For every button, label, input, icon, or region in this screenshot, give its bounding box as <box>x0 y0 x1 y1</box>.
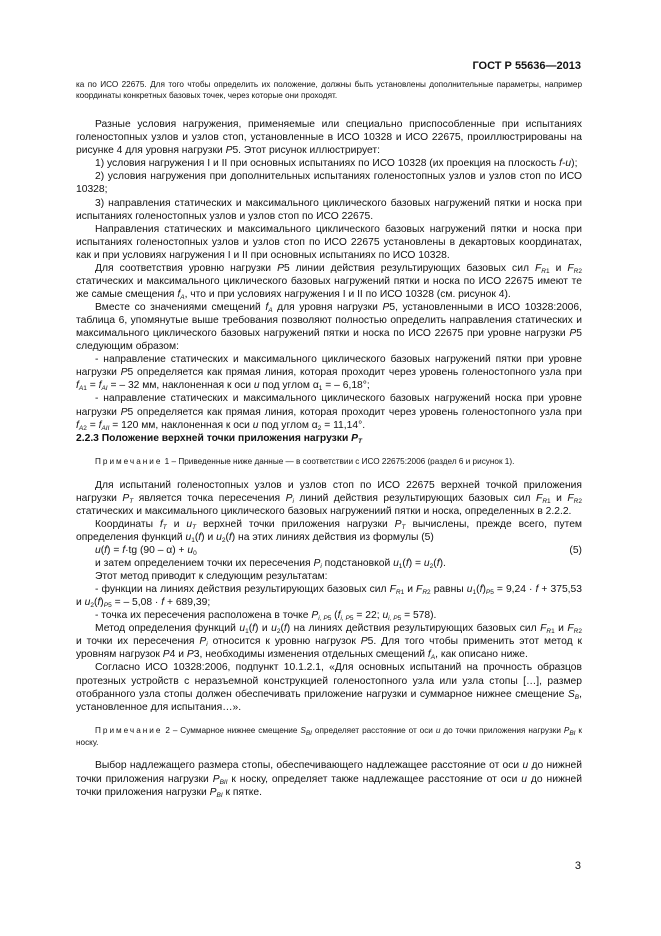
paragraph-coordinates: Координаты $f_T$ и $u_T$ верхней точки приложения нагрузки $P_T$ вычислены, прежде всего, путем определения функций $u_1(f)$ и $u_2(f)$ на этих линиях действия из формулы (5) <box>76 518 582 544</box>
paragraph-directions: Направления статических и максимального циклического базовых нагружений пятки и носка при испытаниях голеностопных узлов и узлов стоп по ИСО 22675 установлены в декартовых координатах, как и при условиях нагружения I и II при основных испытаниях по ИСО 10328. <box>76 223 582 261</box>
paragraph-loading-conditions: Разные условия нагружения, применяемые или специально приспособленные при испытаниях голеностопных узлов и узлов стоп, установленные в ИСО 10328 и ИСО 22675, проиллюстрированы на рисунке 4 для уровня нагрузки P5. Этот рисунок иллюстрирует: <box>76 119 582 157</box>
equation-number: (5) <box>569 544 582 556</box>
paragraph-foot-size: Выбор надлежащего размера стопы, обеспечивающего надлежащее расстояние от оси u до нижней точки приложения нагрузки $P_{BII}$ к носку, определяет также надлежащее расстояние от оси u до нижней точки приложения нагрузки $P_{BI}$ к пятке. <box>76 760 582 799</box>
document-body <box>76 79 582 799</box>
note-2: Примечание 2 – Суммарное нижнее смещение $S_{BI}$ определяет расстояние от оси u до точки приложения нагрузки $P_{BI}$ к носку. <box>76 725 582 747</box>
paragraph-continuation: ка по ИСО 22675. Для того чтобы определить их положение, должны быть установлены дополнительные параметры, например координаты конкретных базовых точек, через которые они проходят. <box>76 80 582 101</box>
paragraph-intersection: и затем определением точки их пересечения $P_i$ подстановкой $u_1(f) = u_2(f)$. <box>95 557 446 570</box>
page-number: 3 <box>574 860 581 872</box>
list-item-heel: - направление статических и максимального циклического базовых нагружений пятки при уровне нагрузки P5 определяется как прямая линия, которая проходит через уровень голеностопного узла при $f_{A1} = f_{AI}$ = – 32 мм, наклоненная к оси u под углом $\alpha_1$ = – 6,18°; <box>76 354 582 393</box>
equation-5: u(f) = f·tg $(90 - \alpha) + u_0$ <box>95 544 197 557</box>
paragraph-iso-quote: Согласно ИСО 10328:2006, подпункт 10.1.2.1, «Для основных испытаний на прочность образцов протезных устройств с неразъемной конструкцией голеностопного узла или узла стопы […], размер отобранного узла стопы должен обеспечивать приложение нагрузки и суммарное нижнее смещение $S_B$, установленное для испытания…». <box>76 662 582 713</box>
list-item-1: 1) условия нагружения I и II при основных испытаниях по ИСО 10328 (их проекция на плоскость f-u); <box>95 158 578 170</box>
paragraph-results-intro: Этот метод приводит к следующим результатам: <box>95 571 328 583</box>
paragraph-p5-offsets: Для соответствия уровню нагрузки P5 линии действия результирующих базовых сил $F_{R1}$ и $F_{R2}$ статических и максимального циклического базовых нагружений пятки и носка по ИСО 22675 имеют те же самые смещения $f_A$, что и при условиях нагружения I и II по ИСО 10328 (см. рисунок 4). <box>76 262 582 301</box>
paragraph-method: Метод определения функций $u_1(f)$ и $u_2(f)$ на линиях действия результирующих базовых сил $F_{R1}$ и $F_{R2}$ и точки их пересечения $P_i$ относится к уровню нагрузок P5. Для того чтобы применить этот метод к уровням нагрузок P4 и P3, необходимы изменения отдельных смещений $f_A$, как описано ниже. <box>76 623 583 662</box>
document-header: ГОСТ Р 55636—2013 <box>472 60 581 72</box>
list-item-2: 2) условия нагружения при дополнительных испытаниях голеностопных узлов и узлов стоп по ИСО 10328; <box>76 171 582 196</box>
note-1: Примечание 1 – Приведенные ниже данные — в соответствии с ИСО 22675:2006 (раздел 6 и рисунок 1). <box>95 456 515 466</box>
section-heading-2-2-3: 2.2.3 Положение верхней точки приложения нагрузки $P_T$ <box>76 432 362 445</box>
paragraph-fa-values: Вместе со значениями смещений $f_A$ для уровня нагрузки P5, установленными в ИСО 10328:2006, таблица 6, упомянутые выше требования позволяют полностью определить направления статических и максимального циклического базовых нагружений пятки и носка по ИСО 22675 при уровне нагрузки P5 следующим образом: <box>76 302 582 353</box>
paragraph-top-point: Для испытаний голеностопных узлов и узлов стоп по ИСО 22675 верхней точкой приложения нагрузки $P_T$ является точка пересечения $P_i$ линий действия результирующих базовых сил $F_{R1}$ и $F_{R2}$ статических и максимального циклического базовых нагружениий пятки и носка, определенных в 2.2.2. <box>76 479 582 517</box>
list-item-toe: - направление статических и максимального циклического базовых нагружений носка при уровне нагрузки P5 определяется как прямая линия, которая проходит через уровень голеностопного узла при $f_{A2} = f_{AII} = 120$ мм, наклоненная к оси u под углом $\alpha_2 = 11,14^\circ$. <box>76 393 582 432</box>
list-item-3: 3) направления статических и максимального циклического базовых нагружений пятки и носка при испытаниях голеностопных узлов и узлов стоп по ИСО 22675. <box>76 197 582 222</box>
list-item-functions: - функции на линиях действия результирующих базовых сил $F_{R1}$ и $F_{R2}$ равны $u_1(f)_{P5} = 9,24 \cdot f + 375,53$ и $u_2(f)_{P5}$ = – 5,08 · f + 689,39; <box>76 584 582 610</box>
equation-5-row <box>76 544 582 557</box>
list-item-intersection-point: - точка их пересечения расположена в точке $P_{i, P5}$ ($f_{i, P5} = 22$; $u_{i, P5} = 578$). <box>95 610 437 623</box>
